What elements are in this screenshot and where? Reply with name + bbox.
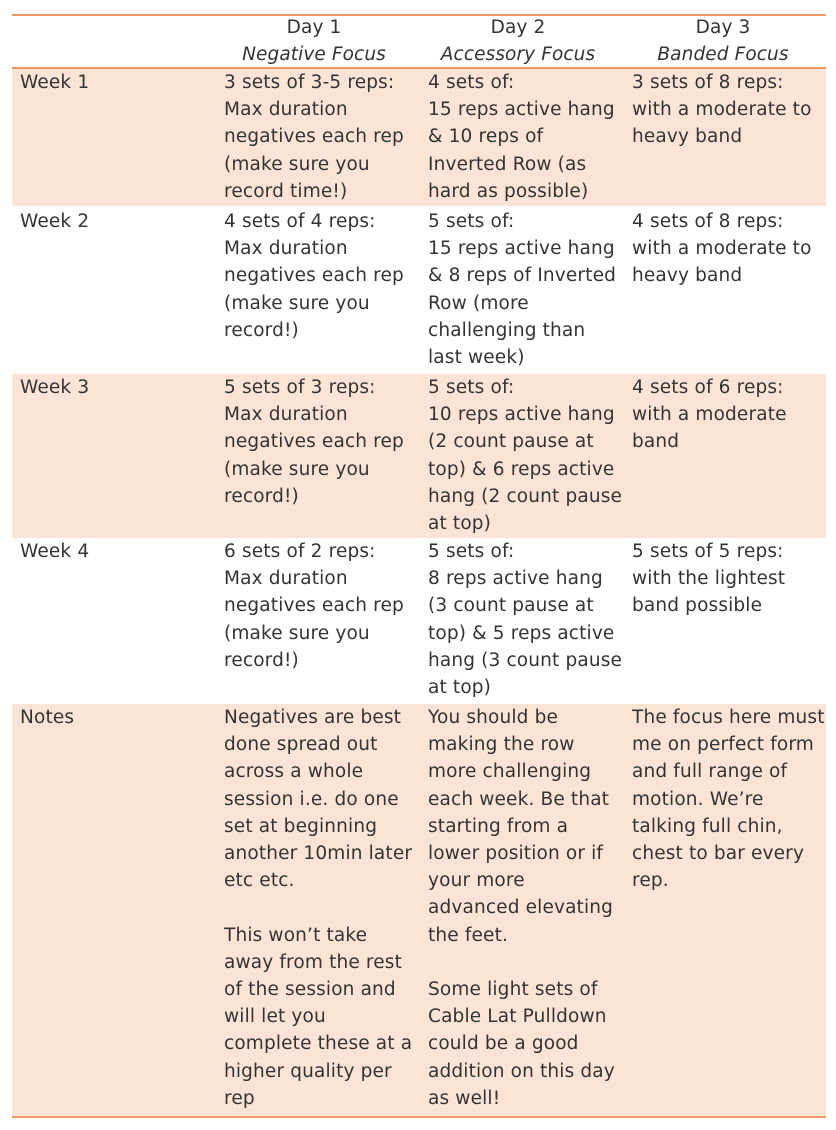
header-day-2-title: Day 2 — [490, 17, 546, 38]
header-day-3 — [620, 14, 826, 67]
cell-day-2: 5 sets of: 8 reps active hang (3 count pause at top) & 5 reps active hang (3 count pause at top) — [428, 541, 623, 699]
row-label: Week 4 — [20, 541, 90, 562]
table-row-week-3 — [12, 374, 826, 538]
cell-day-2: You should be making the row more challenging each week. Be that starting from a lower position or if your more advanced elevating the feet. Some light sets of Cable Lat Pulldown could be a good addition on this day as well! — [428, 707, 615, 1109]
cell-day-3: 4 sets of 8 reps: with a moderate to heavy band — [632, 211, 812, 287]
header-day-1 — [212, 14, 416, 67]
header-day-1-focus: Negative Focus — [242, 44, 386, 65]
table-row-week-4 — [12, 538, 826, 704]
cell-day-3: The focus here must me on perfect form and full range of motion. We’re talking full chin, chest to bar every rep. — [632, 707, 825, 892]
cell-day-1: 5 sets of 3 reps: Max duration negatives each rep (make sure you record!) — [224, 377, 404, 507]
table-row-notes — [12, 704, 826, 1116]
cell-day-3: 4 sets of 6 reps: with a moderate band — [632, 377, 787, 453]
cell-day-2: 4 sets of: 15 reps active hang & 10 reps of Inverted Row (as hard as possible) — [428, 72, 615, 202]
cell-day-2: 5 sets of: 10 reps active hang (2 count pause at top) & 6 reps active hang (2 count pause at top) — [428, 377, 623, 535]
header-day-3-title: Day 3 — [695, 17, 751, 38]
header-day-1-title: Day 1 — [286, 17, 342, 38]
table-row-week-2 — [12, 208, 826, 374]
row-label: Week 1 — [20, 72, 90, 93]
cell-day-3: 3 sets of 8 reps: with a moderate to heavy band — [632, 72, 812, 148]
cell-day-2: 5 sets of: 15 reps active hang & 8 reps of Inverted Row (more challenging than last week) — [428, 211, 617, 369]
header-day-2-focus: Accessory Focus — [440, 44, 596, 65]
table-row-week-1 — [12, 69, 826, 206]
cell-day-1: 6 sets of 2 reps: Max duration negatives each rep (make sure you record!) — [224, 541, 404, 671]
row-label: Week 3 — [20, 377, 90, 398]
cell-day-1: 4 sets of 4 reps: Max duration negatives each rep (make sure you record!) — [224, 211, 404, 341]
row-label: Notes — [20, 707, 75, 728]
cell-day-3: 5 sets of 5 reps: with the lightest band possible — [632, 541, 786, 617]
cell-day-1: Negatives are best done spread out across a whole session i.e. do one set at beginning another 10min later etc etc. This won’t take away from the rest of the session and will let you complete these at a higher quality per rep — [224, 707, 413, 1109]
table-bottom-rule — [12, 1116, 826, 1118]
cell-day-1: 3 sets of 3-5 reps: Max duration negatives each rep (make sure you record time!) — [224, 72, 404, 202]
header-day-2 — [416, 14, 620, 67]
row-label: Week 2 — [20, 211, 90, 232]
header-day-3-focus: Banded Focus — [657, 44, 789, 65]
